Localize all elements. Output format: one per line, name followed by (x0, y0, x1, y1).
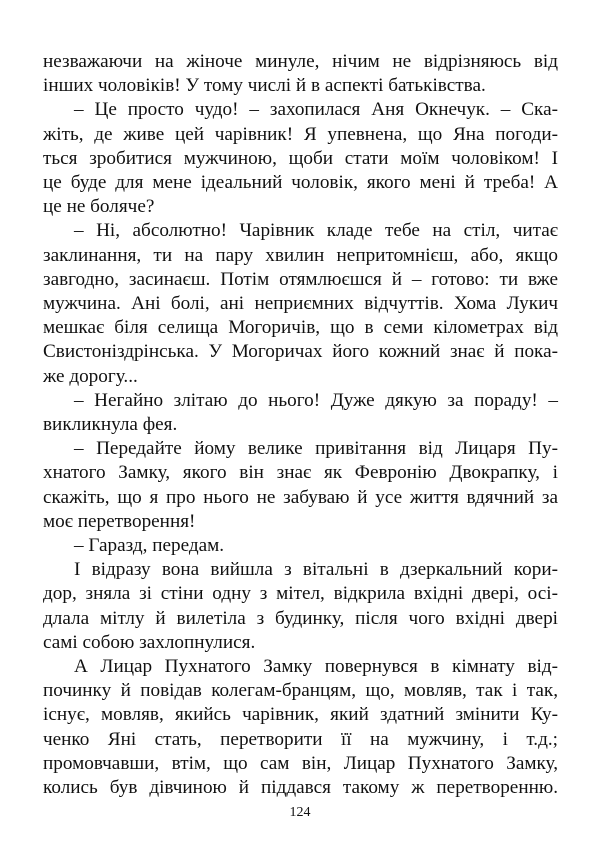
text-line: завгодно, засинаєш. Потім отямлюєшся й – готово: ти вже (43, 268, 558, 290)
text-line: І відразу вона вийшла з вітальні в дзеркальний кори- (74, 559, 558, 581)
text-line: скажіть, що я про нього не забуваю й усе життя вдячний за (43, 486, 558, 508)
text-line: це не боляче? (43, 196, 155, 218)
text-line: ченко Яні стать, перетворити її на мужчину, і т.д.; (43, 728, 558, 750)
text-line: ться зробитися мужчиною, щоби стати моїм чоловіком! І (43, 147, 558, 169)
text-line: – Це просто чудо! – захопилася Аня Окнечук. – Ска- (74, 99, 558, 121)
text-line: викликнула фея. (43, 414, 178, 436)
text-line: Свистоніздрінська. У Могоричах його кожний знає й пока- (43, 341, 558, 363)
text-line: же дорогу... (43, 365, 138, 387)
text-line: длала мітлу й вилетіла з будинку, після чого вхідні двері (43, 607, 558, 629)
text-line: дор, зняла зі стіни одну з мітел, відкрила вхідні двері, осі- (43, 583, 558, 605)
text-line: моє перетворення! (43, 510, 196, 532)
text-line: жіть, де живе цей чарівник! Я упевнена, що Яна погоди- (43, 123, 558, 145)
page-text (43, 50, 558, 800)
text-line: хнатого Замку, якого він знає як Февронію Двокрапку, і (43, 462, 558, 484)
text-line: – Передайте йому велике привітання від Лицаря Пу- (74, 438, 558, 460)
text-line: заклинання, ти на пару хвилин непритомнієш, або, якщо (43, 244, 558, 266)
text-line: – Негайно злітаю до нього! Дуже дякую за пораду! – (74, 389, 558, 411)
text-line: це буде для мене ідеальний чоловік, якого мені й треба! А (43, 172, 558, 194)
text-line: мешкає біля селища Могоричів, що в семи кілометрах від (43, 317, 558, 339)
text-line: мужчина. Ані болі, ані неприємних відчуттів. Хома Лукич (43, 293, 558, 315)
text-line: інших чоловіків! У тому числі й в аспекті батьківства. (43, 75, 486, 97)
text-line: колись був дівчиною й піддався такому ж перетворенню. (43, 777, 558, 799)
page-number: 124 (289, 805, 311, 820)
text-line: промовчавши, втім, що сам він, Лицар Пухнатого Замку, (43, 752, 558, 774)
text-line: – Гаразд, передам. (74, 535, 225, 557)
text-line: незважаючи на жіноче минуле, нічим не відрізняюсь від (43, 51, 558, 72)
text-line: А Лицар Пухнатого Замку повернувся в кімнату від- (74, 656, 558, 678)
text-line: починку й повідав колегам-бранцям, що, мовляв, так і так, (43, 680, 558, 702)
text-line: існує, мовляв, якийсь чарівник, який здатний змінити Ку- (43, 704, 558, 726)
text-line: самі собою захлопнулися. (43, 631, 256, 653)
text-line: – Ні, абсолютно! Чарівник кладе тебе на стіл, читає (74, 220, 558, 242)
